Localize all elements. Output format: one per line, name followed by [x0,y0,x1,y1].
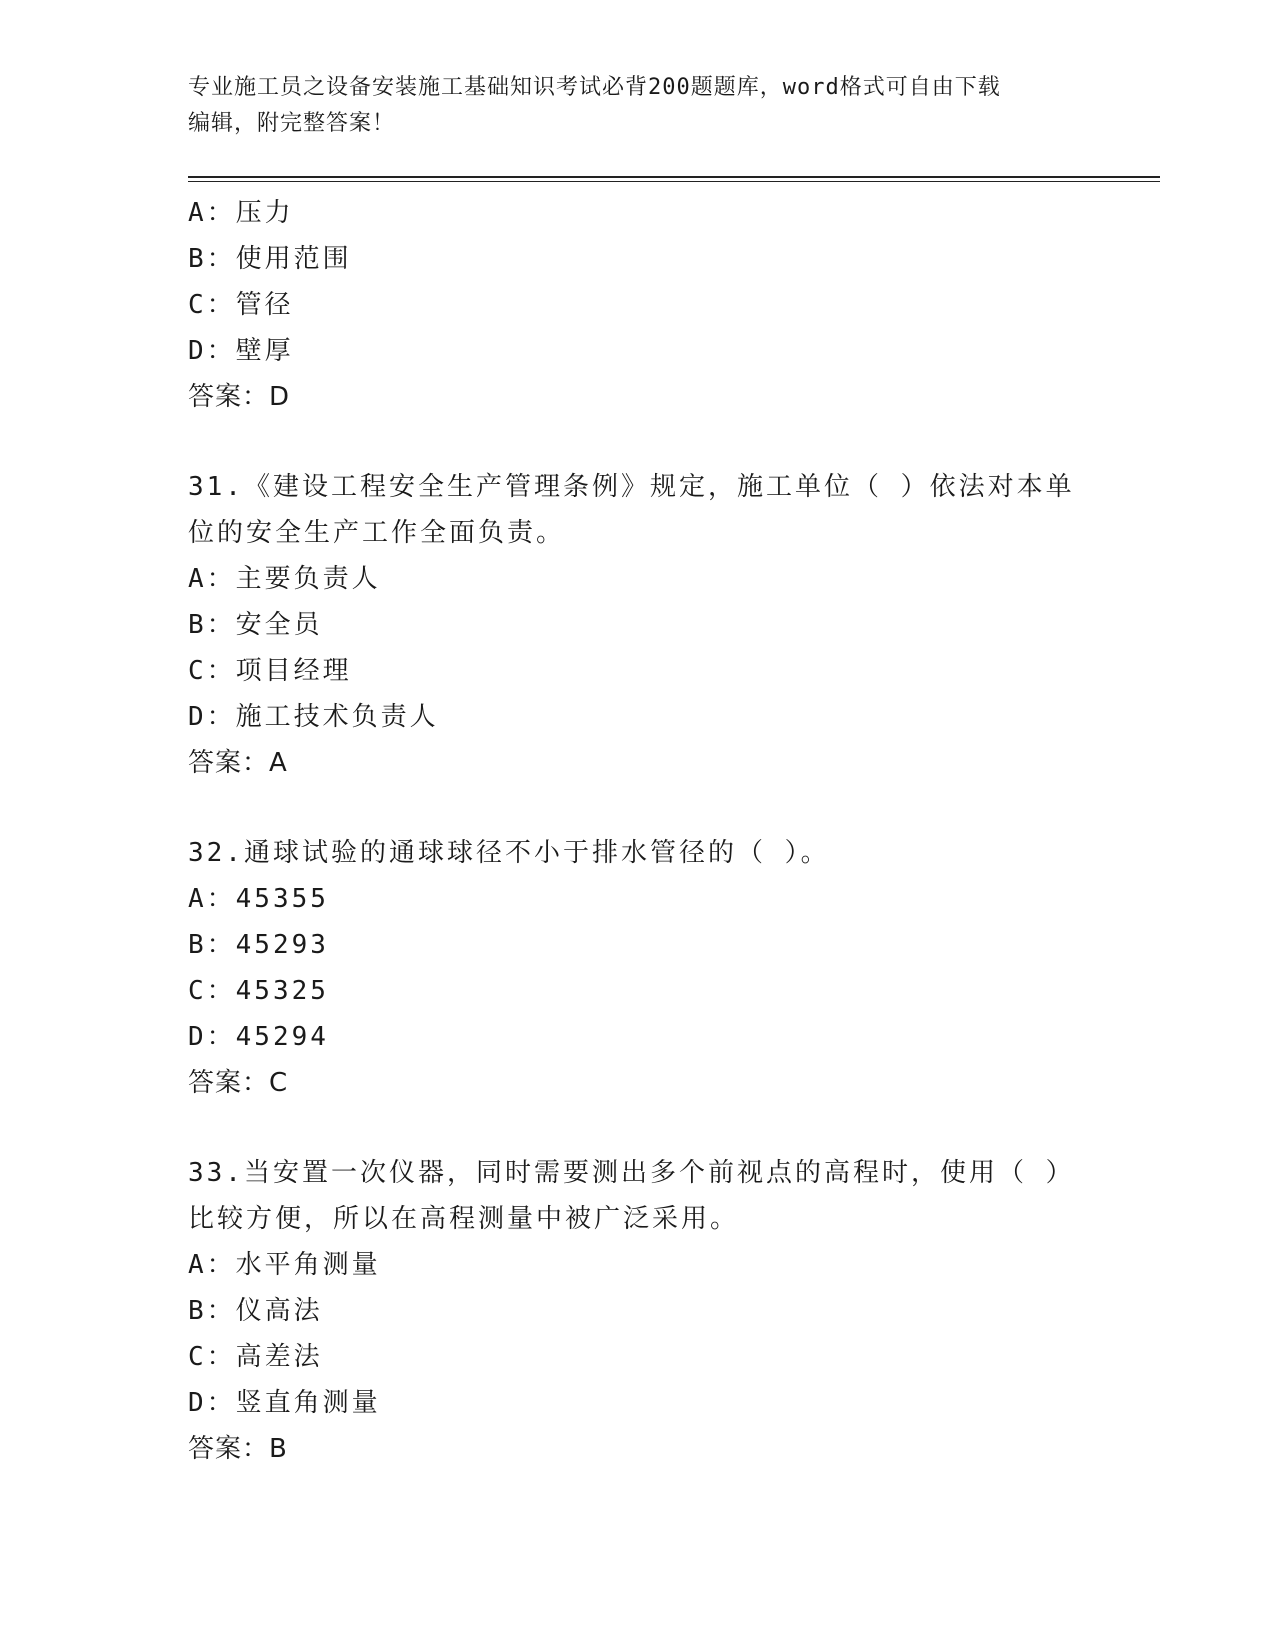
question-list [188,190,1088,1472]
option-d: D：壁厚 [188,336,294,366]
answer-line: 答案：B [188,1434,288,1464]
option-b: B：使用范围 [188,244,352,274]
document-header [188,70,1088,142]
header-line-1: 专业施工员之设备安装施工基础知识考试必背200题题库，word格式可自由下载 [188,75,1001,100]
question-33 [188,1150,1088,1472]
option-b: B：安全员 [188,610,323,640]
header-line-2: 编辑，附完整答案！ [188,111,396,136]
option-c: C：项目经理 [188,656,352,686]
option-a: A：主要负责人 [188,564,381,594]
question-text-line-2: 比较方便，所以在高程测量中被广泛采用。 [188,1204,740,1234]
answer-line: 答案：A [188,748,288,778]
option-b: B：仪高法 [188,1296,323,1326]
question-text-line-1: 31.《建设工程安全生产管理条例》规定，施工单位（ ）依法对本单 [188,472,1075,502]
question-text-line-1: 32.通球试验的通球球径不小于排水管径的（ ）。 [188,838,830,868]
question-30 [188,190,1088,420]
option-d: D：45294 [188,1022,329,1052]
option-d: D：施工技术负责人 [188,702,439,732]
option-a: A：压力 [188,198,294,228]
header-divider-thick [188,176,1160,178]
option-d: D：竖直角测量 [188,1388,381,1418]
option-a: A：45355 [188,884,329,914]
question-text-line-1: 33.当安置一次仪器，同时需要测出多个前视点的高程时，使用（ ） [188,1158,1075,1188]
question-32 [188,830,1088,1106]
option-c: C：45325 [188,976,329,1006]
option-a: A：水平角测量 [188,1250,381,1280]
answer-line: 答案：C [188,1068,289,1098]
option-b: B：45293 [188,930,329,960]
question-text-line-2: 位的安全生产工作全面负责。 [188,518,566,548]
option-c: C：管径 [188,290,294,320]
question-31 [188,464,1088,786]
answer-line: 答案：D [188,382,291,412]
option-c: C：高差法 [188,1342,323,1372]
header-divider-thin [188,181,1160,182]
